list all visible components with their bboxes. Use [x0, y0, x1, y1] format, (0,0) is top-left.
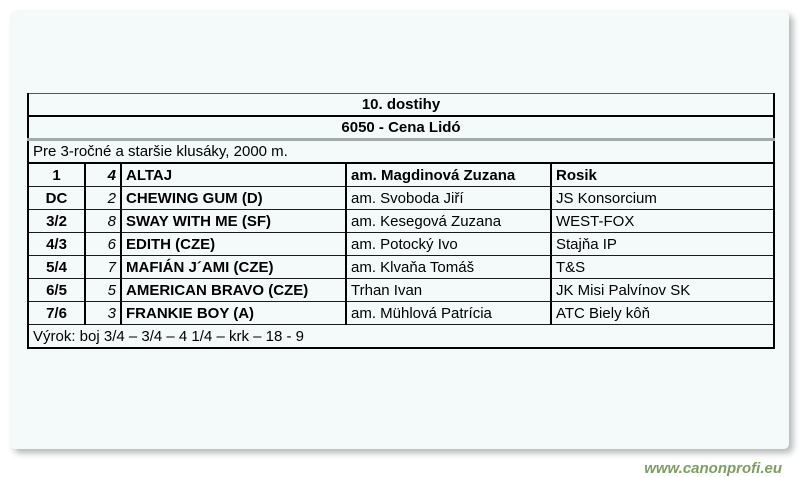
owner-name-cell: Stajňa IP [551, 233, 774, 256]
horse-name-cell: SWAY WITH ME (SF) [121, 210, 346, 233]
watermark-url: www.canonprofi.eu [644, 460, 782, 477]
results-body [28, 163, 774, 325]
table-footer-rows [28, 325, 774, 349]
driver-name-cell: am. Mühlová Patrícia [346, 302, 551, 325]
race-name: 6050 - Cena Lidó [28, 116, 774, 140]
result-row [28, 210, 774, 233]
race-title-row [28, 94, 774, 117]
race-conditions: Pre 3-ročné a staršie klusáky, 2000 m. [28, 140, 774, 164]
start-number-cell: 5 [85, 279, 121, 302]
race-name-row [28, 116, 774, 140]
place-cell: 6/5 [28, 279, 85, 302]
horse-name-cell: ALTAJ [121, 163, 346, 187]
race-conditions-row [28, 140, 774, 164]
result-row [28, 279, 774, 302]
owner-name-cell: WEST-FOX [551, 210, 774, 233]
horse-name-cell: MAFIÁN J´AMI (CZE) [121, 256, 346, 279]
driver-name-cell: am. Magdinová Zuzana [346, 163, 551, 187]
race-title: 10. dostihy [28, 94, 774, 117]
driver-name-cell: Trhan Ivan [346, 279, 551, 302]
owner-name-cell: ATC Biely kôň [551, 302, 774, 325]
result-row [28, 256, 774, 279]
race-results-table [27, 93, 775, 349]
start-number-cell: 4 [85, 163, 121, 187]
result-row [28, 233, 774, 256]
owner-name-cell: JK Misi Palvínov SK [551, 279, 774, 302]
driver-name-cell: am. Svoboda Jiří [346, 187, 551, 210]
start-number-cell: 2 [85, 187, 121, 210]
horse-name-cell: CHEWING GUM (D) [121, 187, 346, 210]
horse-name-cell: EDITH (CZE) [121, 233, 346, 256]
place-cell: 3/2 [28, 210, 85, 233]
start-number-cell: 3 [85, 302, 121, 325]
result-row [28, 187, 774, 210]
table-header-rows [28, 94, 774, 164]
result-row [28, 163, 774, 187]
race-verdict-row [28, 325, 774, 349]
start-number-cell: 6 [85, 233, 121, 256]
place-cell: 7/6 [28, 302, 85, 325]
driver-name-cell: am. Klvaňa Tomáš [346, 256, 551, 279]
place-cell: 4/3 [28, 233, 85, 256]
document-page [10, 11, 789, 477]
place-cell: 5/4 [28, 256, 85, 279]
start-number-cell: 7 [85, 256, 121, 279]
place-cell: 1 [28, 163, 85, 187]
place-cell: DC [28, 187, 85, 210]
driver-name-cell: am. Kesegová Zuzana [346, 210, 551, 233]
start-number-cell: 8 [85, 210, 121, 233]
result-row [28, 302, 774, 325]
driver-name-cell: am. Potocký Ivo [346, 233, 551, 256]
owner-name-cell: Rosik [551, 163, 774, 187]
horse-name-cell: FRANKIE BOY (A) [121, 302, 346, 325]
owner-name-cell: JS Konsorcium [551, 187, 774, 210]
horse-name-cell: AMERICAN BRAVO (CZE) [121, 279, 346, 302]
race-verdict: Výrok: boj 3/4 – 3/4 – 4 1/4 – krk – 18 - 9 [33, 327, 304, 345]
owner-name-cell: T&S [551, 256, 774, 279]
